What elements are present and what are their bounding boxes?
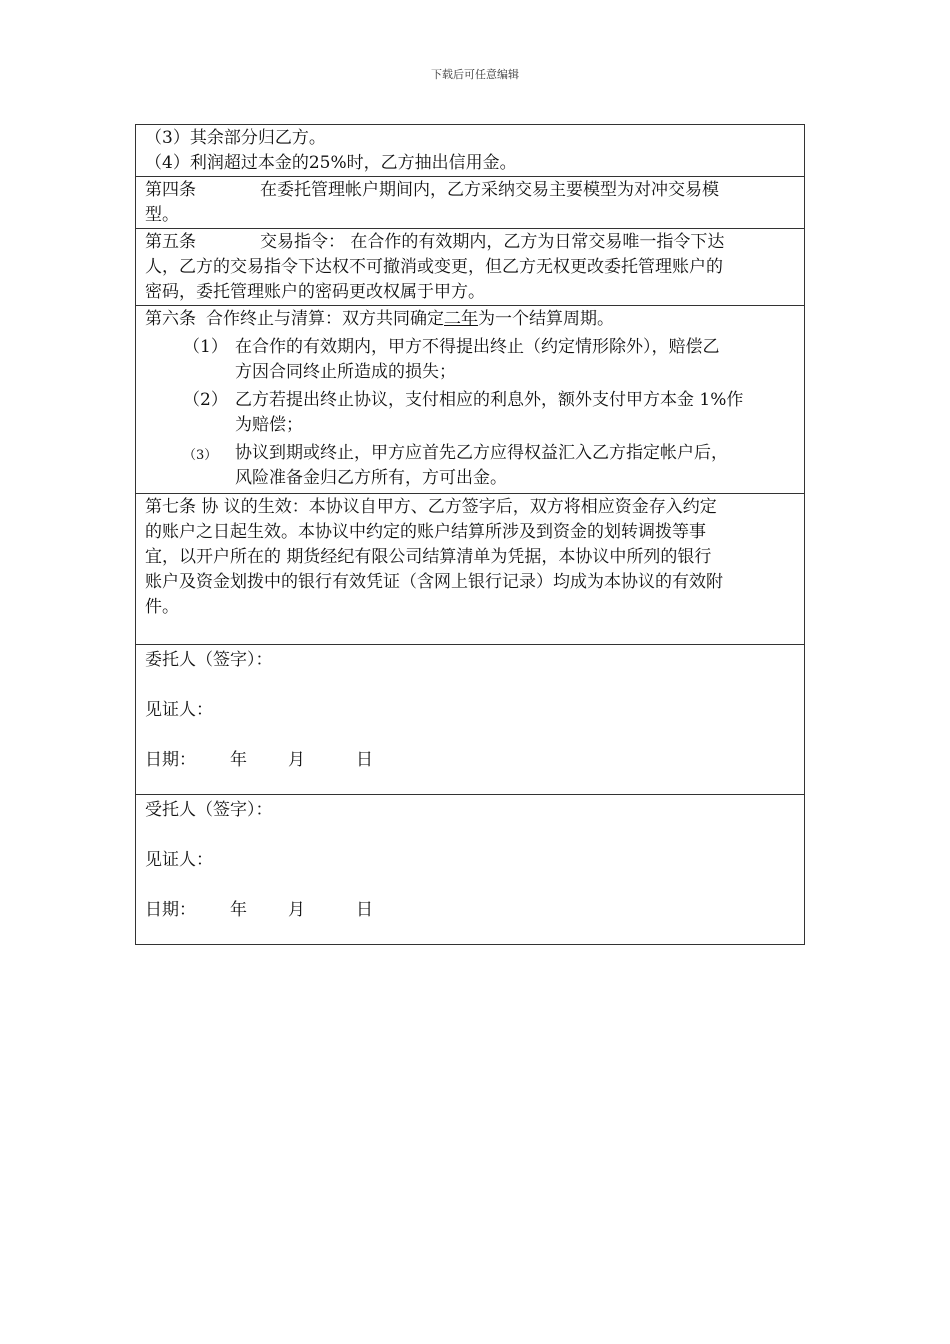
clause6-item-line1: 在合作的有效期内，甲方不得提出终止（约定情形除外），赔偿乙 (235, 337, 720, 357)
clause5-cell (136, 229, 804, 306)
clause6-period: 二年 (444, 309, 478, 329)
principal-date-label: 日期： (145, 750, 196, 770)
clause6-item-number: （1） (183, 337, 228, 357)
clause5-line1 (145, 230, 795, 255)
clause5-line3: 密码，委托管理账户的密码更改权属于甲方。 (145, 282, 485, 302)
clause6-item-line2: 风险准备金归乙方所有，方可出金。 (235, 468, 507, 488)
clause6-item (145, 388, 795, 438)
clause6-item-line1: 协议到期或终止，甲方应首先乙方应得权益汇入乙方指定帐户后， (235, 443, 728, 463)
clause5-line2: 人，乙方的交易指令下达权不可撤消或变更，但乙方无权更改委托管理账户的 (145, 257, 723, 277)
clause6-item-number: （3） (183, 448, 218, 463)
clause3-item3: （3）其余部分归乙方。 (145, 128, 326, 148)
clause7-line4: 账户及资金划拨中的银行有效凭证（含网上银行记录）均成为本协议的有效附 (145, 572, 723, 592)
clause6-item-line2: 为赔偿； (235, 415, 303, 435)
clause6-item (145, 335, 795, 385)
clause4-cell (136, 177, 804, 229)
clause4-line2: 型。 (145, 205, 179, 225)
principal-date-month: 月 (288, 750, 305, 770)
clause6-heading (145, 307, 795, 332)
clause4-line1 (145, 178, 795, 203)
principal-date-day: 日 (356, 750, 373, 770)
clause3-item4: （4）利润超过本金的25%时，乙方抽出信用金。 (145, 153, 517, 173)
clause7-line1: 第七条 协 议的生效：本协议自甲方、乙方签字后，双方将相应资金存入约定 (145, 497, 717, 517)
agent-date-month: 月 (288, 900, 305, 920)
agreement-table (135, 124, 805, 945)
agent-date-row (145, 898, 795, 948)
clause3-tail-cell (136, 125, 804, 177)
clause7-cell (136, 494, 804, 645)
principal-date-row (145, 748, 795, 798)
clause7-line5: 件。 (145, 597, 179, 617)
clause6-item (145, 441, 795, 491)
clause6-item-line1: 乙方若提出终止协议，支付相应的利息外，额外支付甲方本金 1%作 (235, 390, 744, 410)
clause6-item-line2: 方因合同终止所造成的损失； (235, 362, 456, 382)
agent-sign-label: 受托人（签字）： (145, 800, 273, 820)
clause6-heading-post: 为一个结算周期。 (478, 309, 614, 329)
principal-sign-label: 委托人（签字）： (145, 650, 273, 670)
principal-witness-label: 见证人： (145, 700, 213, 720)
clause5-text1: 交易指令： 在合作的有效期内，乙方为日常交易唯一指令下达 (260, 232, 725, 252)
clause5-title: 第五条 (145, 232, 196, 252)
principal-date-year: 年 (230, 750, 247, 770)
page-header: 下载后可任意编辑 (431, 68, 519, 81)
agent-date-year: 年 (230, 900, 247, 920)
clause6-title: 第六条 (145, 309, 196, 329)
clause4-text1: 在委托管理帐户期间内，乙方采纳交易主要模型为对冲交易模 (260, 180, 719, 200)
principal-signature-cell (136, 645, 804, 795)
agent-witness-label: 见证人： (145, 850, 213, 870)
agent-date-label: 日期： (145, 900, 196, 920)
agent-signature-cell (136, 795, 804, 944)
clause6-item-number: （2） (183, 390, 228, 410)
clause7-line2: 的账户之日起生效。本协议中约定的账户结算所涉及到资金的划转调拨等事 (145, 522, 706, 542)
agent-date-day: 日 (356, 900, 373, 920)
clause7-line3: 宜，以开户所在的 期货经纪有限公司结算清单为凭据，本协议中所列的银行 (145, 547, 712, 567)
clause6-cell (136, 306, 804, 494)
clause4-title: 第四条 (145, 180, 196, 200)
clause6-heading-pre: 合作终止与清算：双方共同确定 (206, 309, 444, 329)
